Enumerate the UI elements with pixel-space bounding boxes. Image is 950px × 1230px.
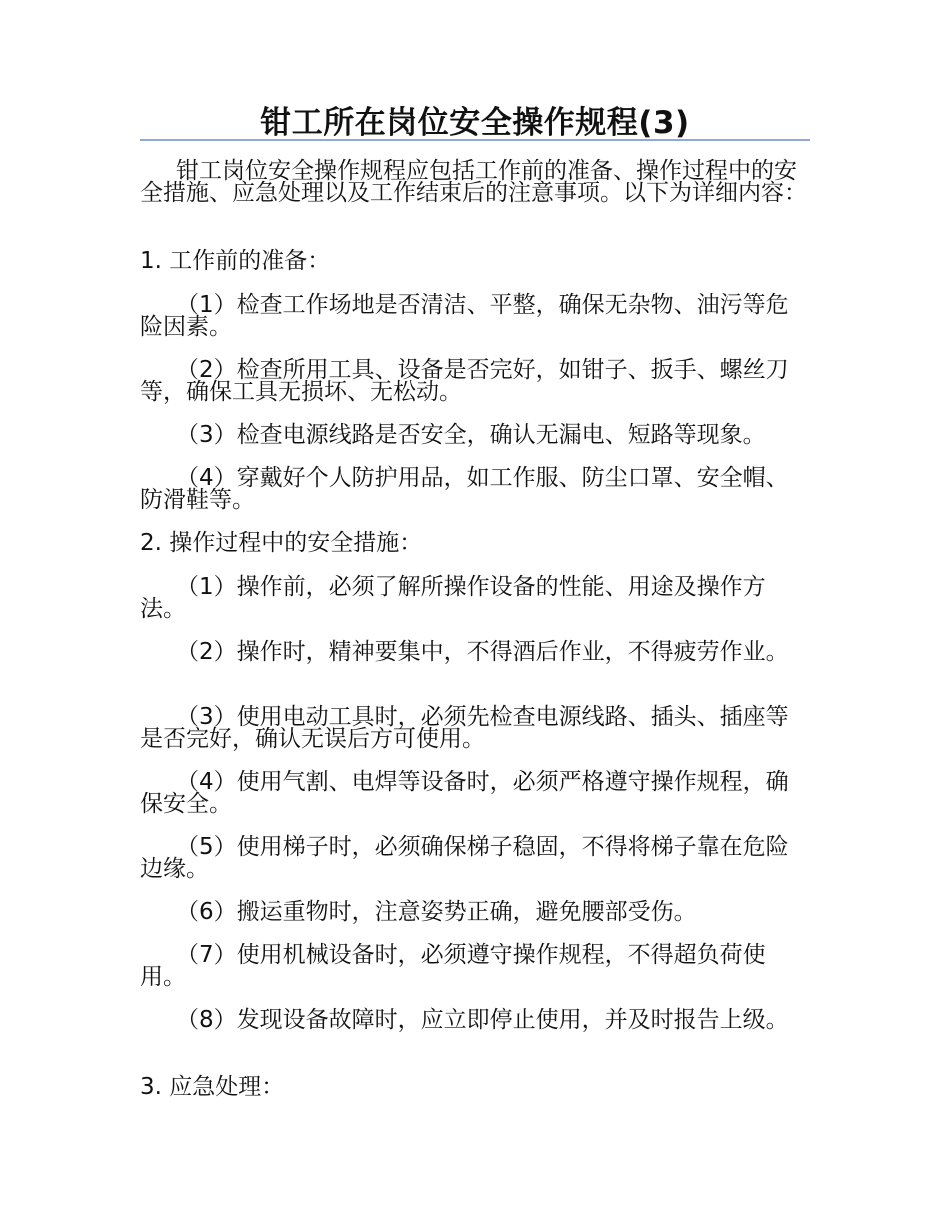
list-item: （5）使用梯子时，必须确保梯子稳固，不得将梯子靠在危险边缘。 — [140, 834, 789, 882]
list-item: （7）使用机械设备时，必须遵守操作规程，不得超负荷使用。 — [140, 942, 766, 990]
section-heading-emergency: 3. 应急处理： — [140, 1074, 285, 1100]
list-item: （8）发现设备故障时，应立即停止使用，并及时报告上级。 — [176, 1007, 789, 1033]
list-item: （6）搬运重物时，注意姿势正确，避免腰部受伤。 — [176, 899, 697, 925]
list-item: （4）穿戴好个人防护用品，如工作服、防尘口罩、安全帽、防滑鞋等。 — [140, 465, 789, 513]
list-item: （1）检查工作场地是否清洁、平整，确保无杂物、油污等危险因素。 — [140, 292, 789, 340]
intro-paragraph: 钳工岗位安全操作规程应包括工作前的准备、操作过程中的安全措施、应急处理以及工作结束后的注意事项。以下为详细内容： — [140, 158, 807, 206]
list-item: （4）使用气割、电焊等设备时，必须严格遵守操作规程，确保安全。 — [140, 769, 789, 817]
section-heading-safety-measures: 2. 操作过程中的安全措施： — [140, 530, 423, 556]
list-item: （3）检查电源线路是否安全，确认无漏电、短路等现象。 — [176, 422, 766, 448]
list-item: （2）检查所用工具、设备是否完好，如钳子、扳手、螺丝刀等，确保工具无损坏、无松动。 — [140, 357, 789, 405]
list-item: （1）操作前，必须了解所操作设备的性能、用途及操作方法。 — [140, 574, 766, 622]
list-item: （3）使用电动工具时，必须先检查电源线路、插头、插座等是否完好，确认无误后方可使用。 — [140, 704, 789, 752]
document-title: 钳工所在岗位安全操作规程(3) — [260, 105, 690, 141]
title-underline — [140, 139, 810, 141]
section-heading-preparation: 1. 工作前的准备： — [140, 248, 331, 274]
list-item: （2）操作时，精神要集中，不得酒后作业，不得疲劳作业。 — [176, 639, 789, 665]
